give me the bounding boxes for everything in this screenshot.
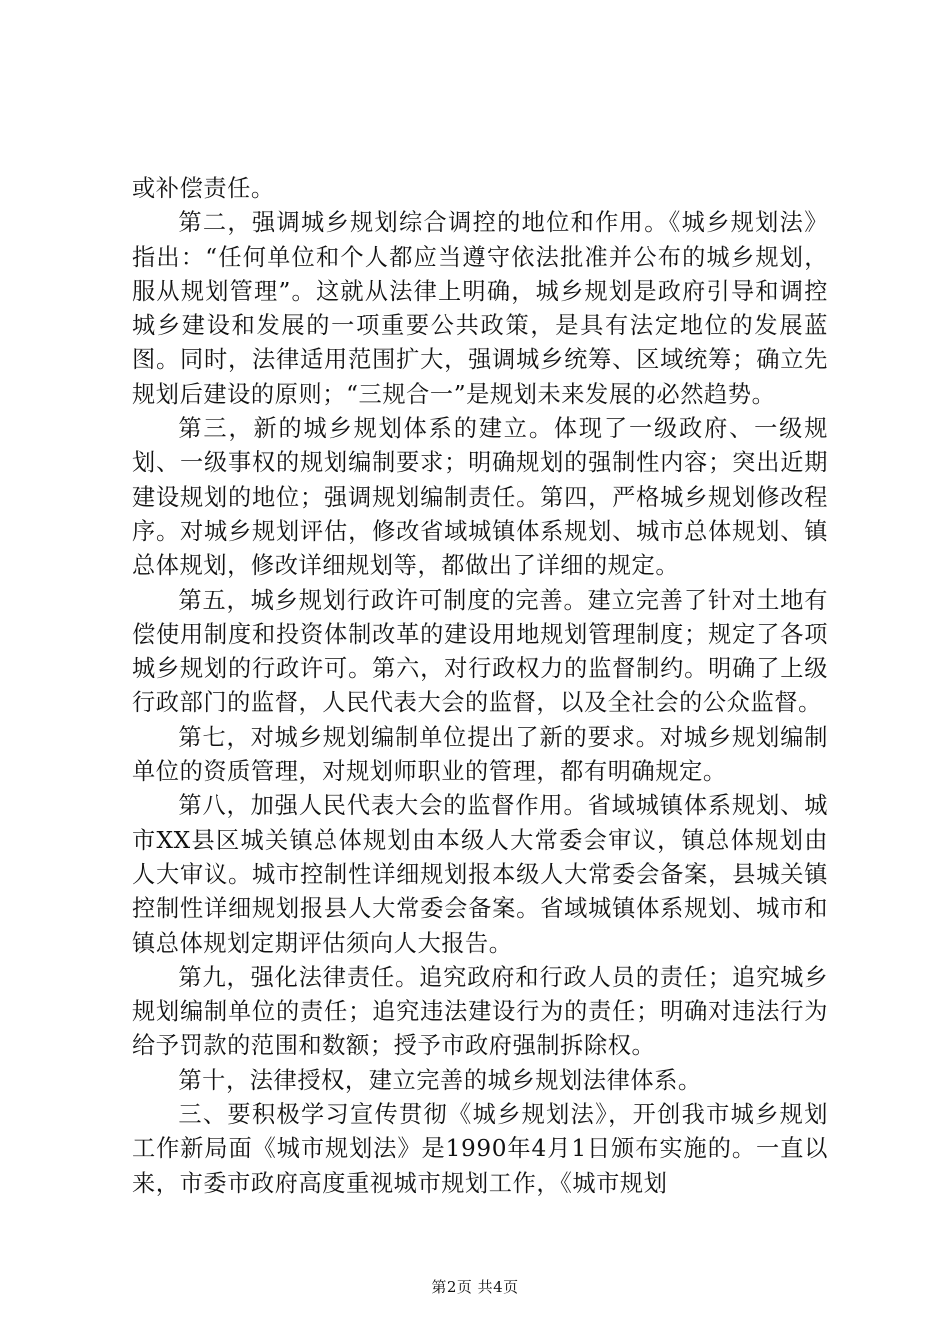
paragraph-seventh-point: 第七，对城乡规划编制单位提出了新的要求。对城乡规划编制单位的资质管理，对规划师职业的管理，都有明确规定。: [132, 723, 828, 786]
document-body: [132, 172, 828, 1201]
paragraph-tenth-point: 第十，法律授权，建立完善的城乡规划法律体系。: [178, 1066, 702, 1094]
paragraph-fifth-sixth-point: 第五，城乡规划行政许可制度的完善。建立完善了针对土地有偿使用制度和投资体制改革的建设用地规划管理制度；规定了各项城乡规划的行政许可。第六，对行政权力的监督制约。明确了上级行政部门的监督，人民代表大会的监督，以及全社会的公众监督。: [132, 586, 828, 717]
paragraph-third-fourth-point: 第三，新的城乡规划体系的建立。体现了一级政府、一级规划、一级事权的规划编制要求；明确规划的强制性内容；突出近期建设规划的地位；强调规划编制责任。第四，严格城乡规划修改程序。对城乡规划评估，修改省域城镇体系规划、城市总体规划、镇总体规划，修改详细规划等，都做出了详细的规定。: [132, 415, 828, 580]
paragraph-eighth-point: 第八，加强人民代表大会的监督作用。省域城镇体系规划、城市XX县区城关镇总体规划由本级人大常委会审议，镇总体规划由人大审议。城市控制性详细规划报本级人大常委会备案，县城关镇控制性详细规划报县人大常委会备案。省域城镇体系规划、城市和镇总体规划定期评估须向人大报告。: [132, 792, 828, 957]
paragraph-continuation: 或补偿责任。: [132, 175, 275, 202]
page-number-footer: 第2页 共4页: [431, 1278, 519, 1296]
paragraph-second-point: 第二，强调城乡规划综合调控的地位和作用。《城乡规划法》指出：“任何单位和个人都应当遵守依法批准并公布的城乡规划，服从规划管理”。这就从法律上明确，城乡规划是政府引导和调控城乡建设和发展的一项重要公共政策，是具有法定地位的发展蓝图。同时，法律适用范围扩大，强调城乡统筹、区域统筹；确立先规划后建设的原则；“三规合一”是规划未来发展的必然趋势。: [132, 209, 828, 408]
paragraph-ninth-point: 第九，强化法律责任。追究政府和行政人员的责任；追究城乡规划编制单位的责任；追究违法建设行为的责任；明确对违法行为给予罚款的范围和数额；授予市政府强制拆除权。: [132, 963, 828, 1060]
paragraph-section-three: 三、要积极学习宣传贯彻《城乡规划法》，开创我市城乡规划工作新局面《城市规划法》是1990年4月1日颁布实施的。一直以来，市委市政府高度重视城市规划工作，《城市规划: [132, 1101, 828, 1197]
